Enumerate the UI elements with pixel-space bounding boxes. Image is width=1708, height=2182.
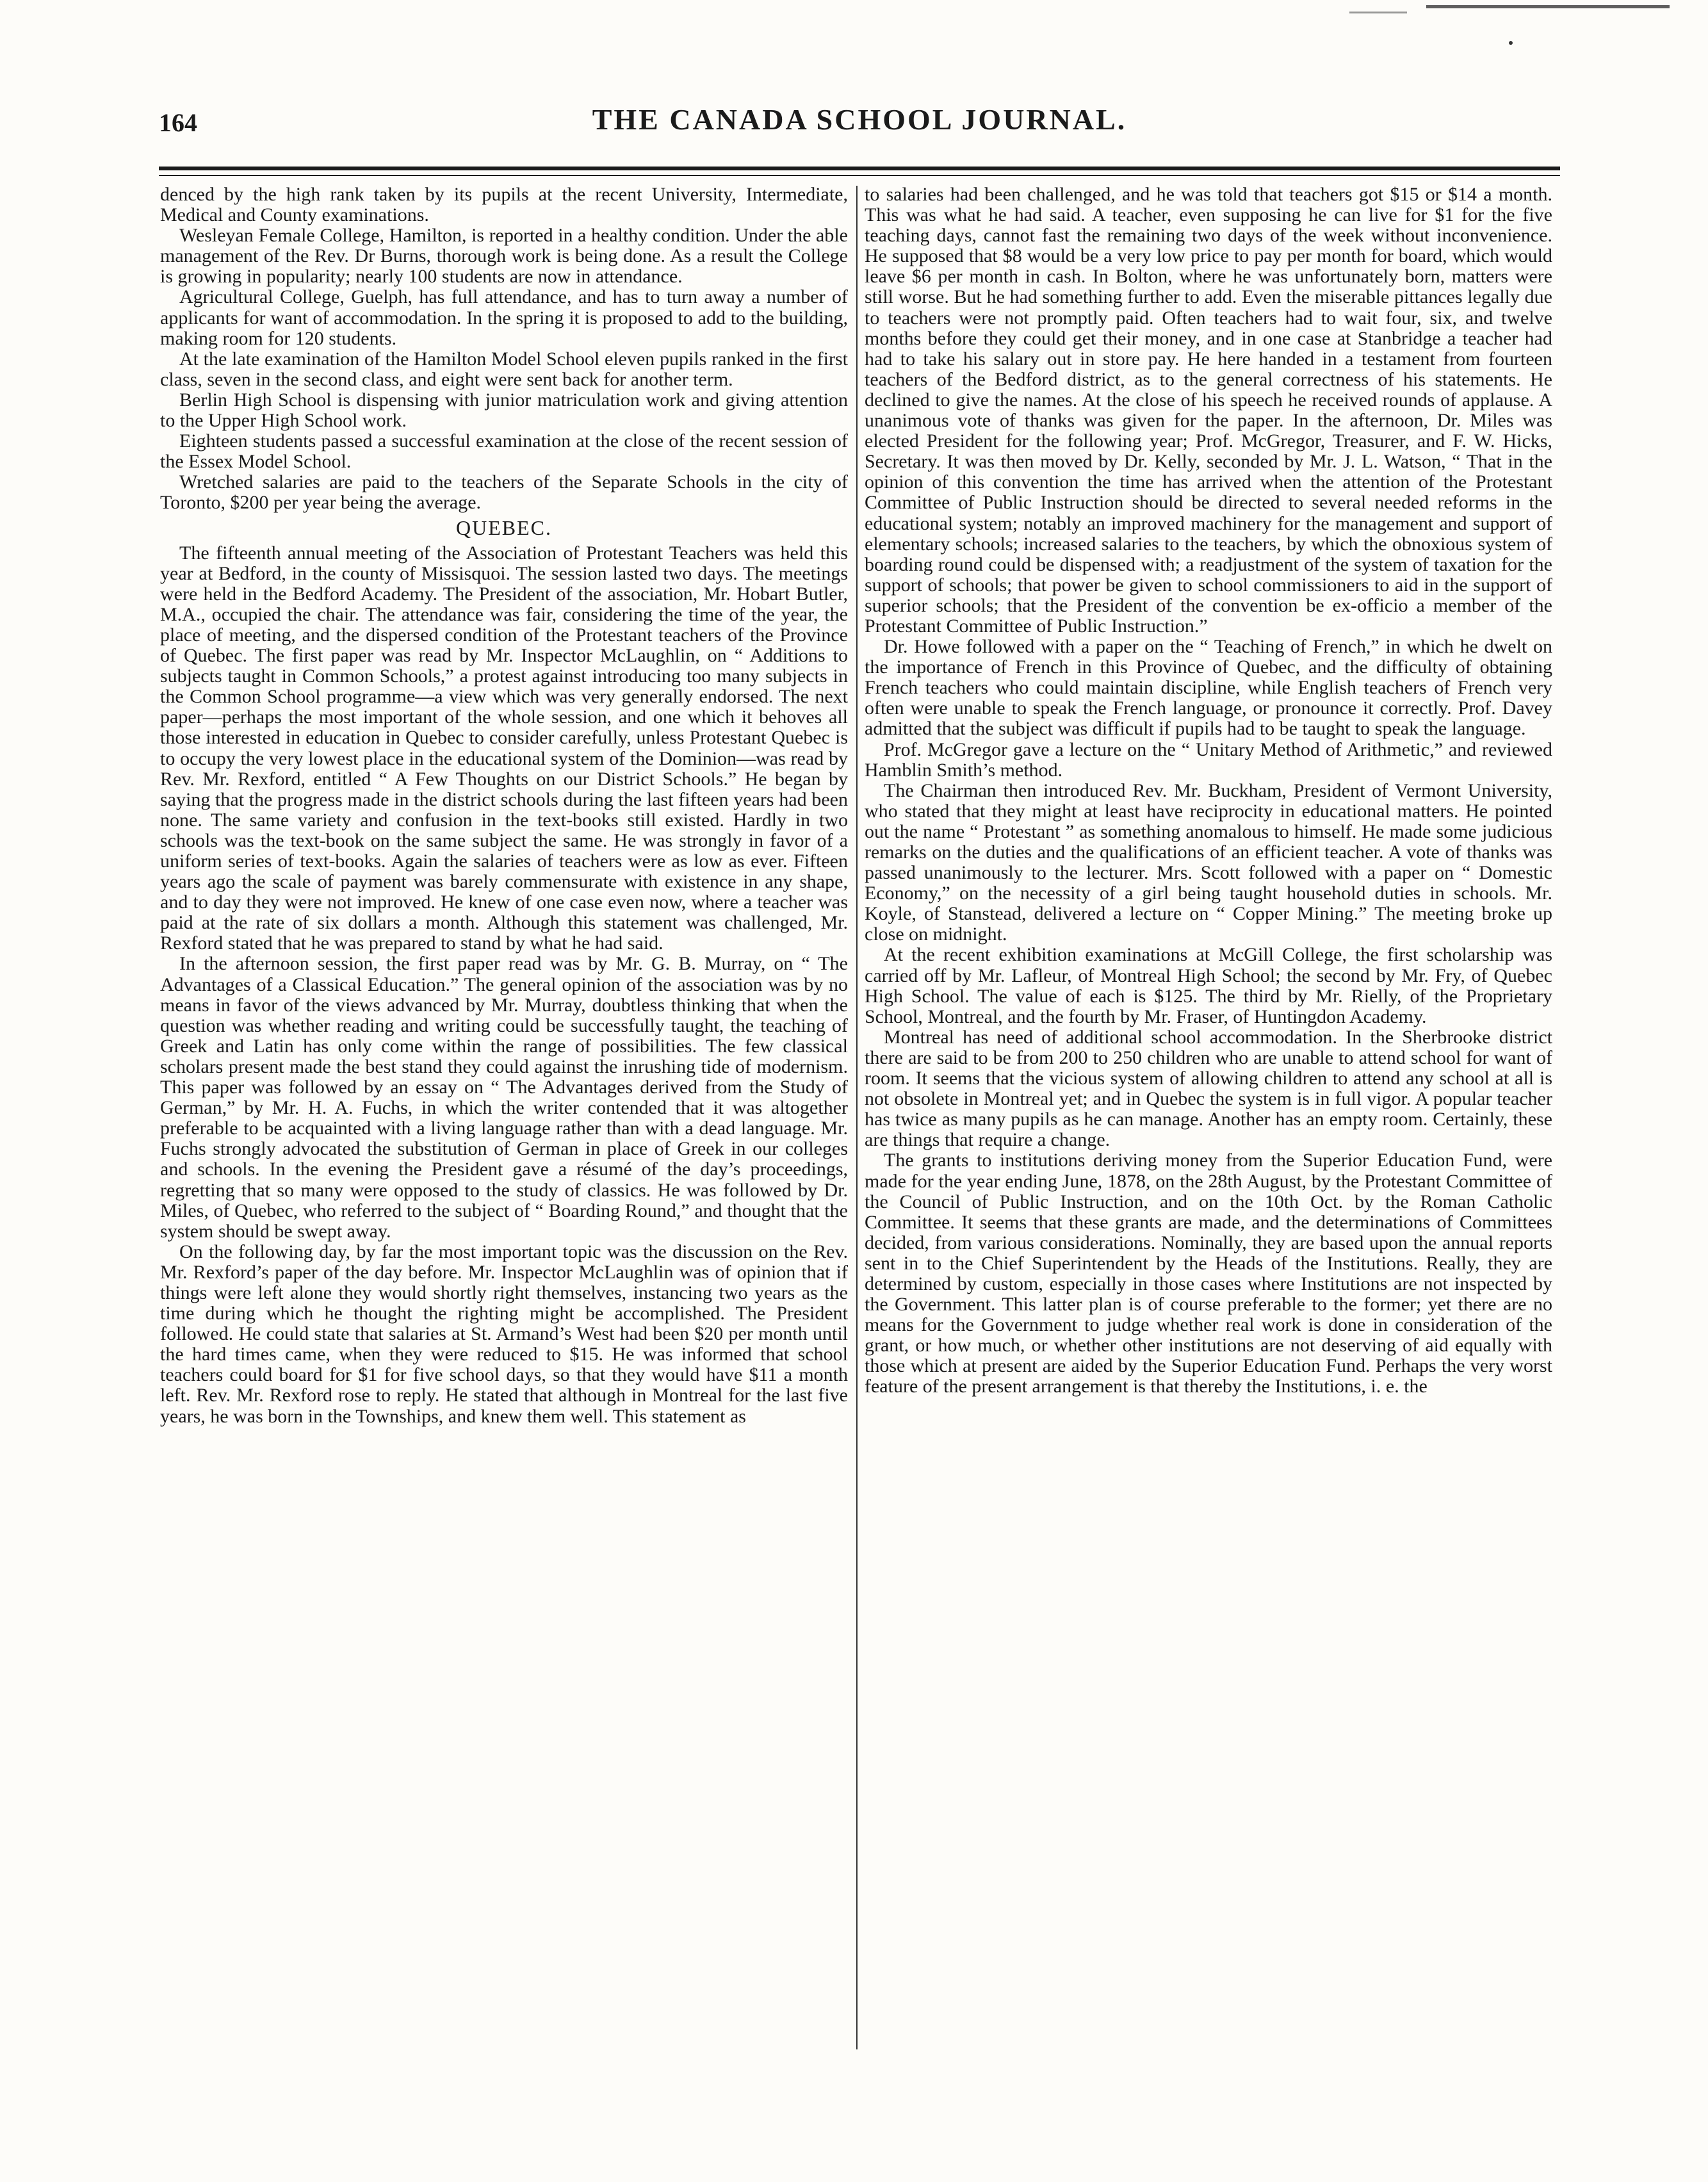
paragraph: Dr. Howe followed with a paper on the “ Teaching of French,” in which he dwelt on the importance of French in this Province of Quebec, and the difficulty of obtaining French teachers who could maintain discipline, while English teachers of French very often were unable to speak the French language, or pronounce it correctly. Prof. Davey admitted that the subject was difficult if pupils had to be taught to speak the language. (865, 636, 1552, 740)
paragraph: denced by the high rank taken by its pupils at the recent University, Intermediate, Medical and County examinations. (160, 184, 848, 226)
right-column (865, 184, 1552, 2055)
paragraph: In the afternoon session, the first paper read was by Mr. G. B. Murray, on “ The Advantages of a Classical Education.” The general opinion of the association was by no means in favor of the views advanced by Mr. Murray, doubtless thinking that when the question was whether reading and writing could be successfully taught, the teaching of Greek and Latin has only come within the range of possibilities. The few classical scholars present made the best stand they could against the inrushing tide of modernism. This paper was followed by an essay on “ The Advantages derived from the Study of German,” by Mr. H. A. Fuchs, in which the writer contended that it was altogether preferable to be acquainted with a living language rather than with a dead language. Mr. Fuchs strongly advocated the substitution of German in place of Greek in our colleges and schools. In the evening the President gave a résumé of the day’s proceedings, regretting that so many were opposed to the study of classics. He was followed by Dr. Miles, of Quebec, who referred to the subject of “ Boarding Round,” and thought that the system should be swept away. (160, 953, 848, 1242)
page-number: 164 (159, 108, 197, 137)
paragraph: to salaries had been challenged, and he was told that teachers got $15 or $14 a month. This was what he had said. A teacher, even supposing he can live for $1 for the five teaching days, cannot fast the remaining two days of the week without inconvenience. He supposed that $8 would be a very low price to pay per month for board, which would leave $6 per month in cash. In Bolton, where he was unfortunately born, matters were still worse. But he had something further to add. Even the miserable pittances legally due to teachers were not promptly paid. Often teachers had to wait four, six, and twelve months before they could get their money, and in one case at Stanbridge a teacher had had to take his salary out in store pay. He here handed in a testament from fourteen teachers of the Bedford district, as to the general correctness of his statements. He declined to give the names. At the close of his speech he received rounds of applause. A unanimous vote of thanks was given for the paper. In the afternoon, Dr. Miles was elected President for the following year; Prof. McGregor, Treasurer, and F. W. Hicks, Secretary. It was then moved by Dr. Kelly, seconded by Mr. J. L. Watson, “ That in the opinion of this convention the time has arrived when the attention of the Protestant Committee of Public Instruction should be directed to several needed reforms in the educational system; notably an improved machinery for the management and support of elementary schools; increased salaries to the teachers, by which the obnoxious system of boarding round could be dispensed with; a readjustment of the system of taxation for the support of schools; that power be given to school commissioners to aid in the support of superior schools; that the President of the convention be ex-officio a member of the Protestant Committee of Public Instruction.” (865, 184, 1552, 637)
header-rule-thin (159, 175, 1560, 176)
section-heading: QUEBEC. (456, 516, 552, 539)
paragraph: Agricultural College, Guelph, has full attendance, and has to turn away a number of applicants for want of accommodation. In the spring it is proposed to add to the building, making room for 120 students. (160, 286, 848, 349)
paragraph: Wesleyan Female College, Hamilton, is reported in a healthy condition. Under the able management of the Rev. Dr Burns, thorough work is being done. As a result the College is growing in popularity; nearly 100 students are now in attendance. (160, 225, 848, 288)
scan-mark (1349, 12, 1407, 13)
page-header (159, 102, 1560, 147)
left-column (160, 184, 848, 2055)
paragraph: Eighteen students passed a successful examination at the close of the recent session of the Essex Model School. (160, 430, 848, 473)
column-divider (856, 186, 858, 2049)
paragraph: At the late examination of the Hamilton Model School eleven pupils ranked in the first class, seven in the second class, and eight were sent back for another term. (160, 348, 848, 390)
journal-title: THE CANADA SCHOOL JOURNAL. (592, 103, 1127, 136)
scan-mark (1426, 5, 1670, 8)
paragraph: The Chairman then introduced Rev. Mr. Buckham, President of Vermont University, who stated that they might at least have reciprocity in educational matters. He pointed out the name “ Protestant ” as something anomalous to himself. He made some judicious remarks on the duties and the qualifications of an efficient teacher. A vote of thanks was passed unanimously to the lecturer. Mrs. Scott followed with a paper on “ Domestic Economy,” on the necessity of a girl being taught household duties in schools. Mr. Koyle, of Stanstead, delivered a lecture on “ Copper Mining.” The meeting broke up close on midnight. (865, 779, 1552, 945)
paragraph: Wretched salaries are paid to the teachers of the Separate Schools in the city of Toronto, $200 per year being the average. (160, 471, 848, 514)
scan-speck (1509, 41, 1513, 45)
paragraph: The fifteenth annual meeting of the Association of Protestant Teachers was held this year at Bedford, in the county of Missisquoi. The session lasted two days. The meetings were held in the Bedford Academy. The President of the association, Mr. Hobart Butler, M.A., occupied the chair. The attendance was fair, considering the time of the year, the place of meeting, and the dispersed condition of the Protestant teachers of the Province of Quebec. The first paper was read by Mr. Inspector McLaughlin, on “ Additions to subjects taught in Common Schools,” a protest against introducing too many subjects in the Common School programme—a view which was very generally endorsed. The next paper—perhaps the most important of the whole session, and one which it behoves all those interested in education in Quebec to consider carefully, unless Protestant Quebec is to occupy the very lowest place in the educational system of the Dominion—was read by Rev. Mr. Rexford, entitled “ A Few Thoughts on our District Schools.” He began by saying that the progress made in the district schools during the last fifteen years had been none. The same variety and confusion in the text-books still existed. Hardly in two schools was the text-book on the same subject the same. He was strongly in favor of a uniform series of text-books. Again the salaries of teachers were as low as ever. Fifteen years ago the scale of payment was barely commensurate with existence in any shape, and to day they were not improved. He knew of one case even now, where a teacher was paid at the rate of six dollars a month. Although this statement was challenged, Mr. Rexford stated that he was prepared to stand by what he had said. (160, 542, 848, 954)
paragraph: At the recent exhibition examinations at McGill College, the first scholarship was carried off by Mr. Lafleur, of Montreal High School; the second by Mr. Fry, of Quebec High School. The value of each is $125. The third by Mr. Rielly, of the Proprietary School, Montreal, and the fourth by Mr. Fraser, of Huntingdon Academy. (865, 944, 1552, 1027)
paragraph: Berlin High School is dispensing with junior matriculation work and giving attention to the Upper High School work. (160, 389, 848, 432)
header-rule-thick (159, 167, 1560, 170)
paragraph: Montreal has need of additional school accommodation. In the Sherbrooke district there are said to be from 200 to 250 children who are unable to attend school for want of room. It seems that the vicious system of allowing children to attend any school at all is not obsolete in Montreal yet; and in Quebec the system is in full vigor. A popular teacher has twice as many pupils as he can manage. Another has an empty room. Certainly, these are things that require a change. (865, 1026, 1552, 1151)
paragraph: Prof. McGregor gave a lecture on the “ Unitary Method of Arithmetic,” and reviewed Hamblin Smith’s method. (865, 738, 1552, 781)
paragraph: The grants to institutions deriving money from the Superior Education Fund, were made for the year ending June, 1878, on the 28th August, by the Protestant Committee of the Council of Public Instruction, and on the 10th Oct. by the Roman Catholic Committee. It seems that these grants are made, and the determinations of Committees decided, from various considerations. Nominally, they are based upon the annual reports sent in to the Chief Superintendent by the Heads of the Institutions. Really, they are determined by custom, especially in those cases where Institutions are not inspected by the Government. This latter plan is of course preferable to the former; yet there are no means for the Government to judge whether real work is done in consideration of the grant, or how much, or whether other institutions are not deserving of aid equally with those which at present are aided by the Superior Education Fund. Perhaps the very worst feature of the present arrangement is that thereby the Institutions, i. e. the (865, 1150, 1552, 1397)
paragraph: On the following day, by far the most important topic was the discussion on the Rev. Mr. Rexford’s paper of the day before. Mr. Inspector McLaughlin was of opinion that if things were left alone they would shortly right themselves, instancing two years as the time during which he thought the righting might be accomplished. The President followed. He could state that salaries at St. Armand’s West had been $20 per month until the hard times came, when they were reduced to $15. He was informed that school teachers could board for $1 for five school days, so that they would have $11 a month left. Rev. Mr. Rexford rose to reply. He stated that although in Montreal for the last five years, he was born in the Townships, and knew them well. This statement as (160, 1241, 848, 1427)
